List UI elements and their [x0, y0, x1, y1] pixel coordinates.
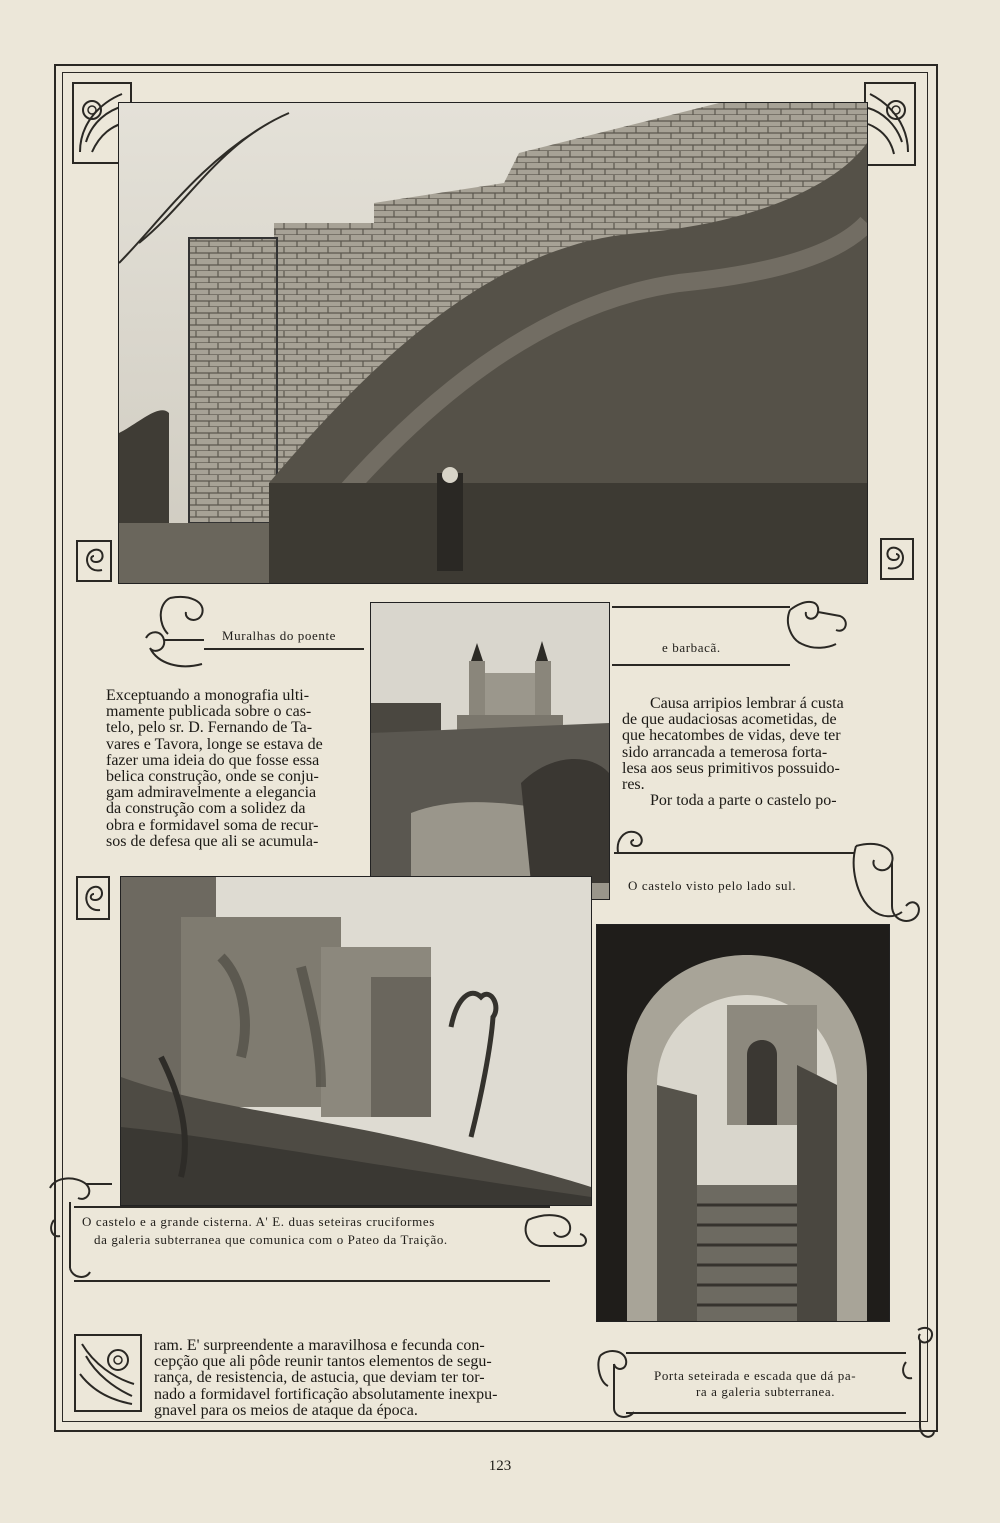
scroll-ornament-icon [520, 1210, 590, 1258]
text-line: de que audaciosas acometidas, de [622, 711, 837, 729]
text-line: res. [622, 776, 645, 794]
scroll-ornament-icon [614, 826, 648, 854]
caption-rule [74, 1206, 550, 1208]
text-line: rança, de resistencia, de astucia, que deviam ter tor- [154, 1369, 485, 1387]
photo-gate-caption-line1: Porta seteirada e escada que dá pa- [654, 1368, 857, 1383]
text-line: sido arrancada a temerosa forta- [622, 743, 828, 761]
text-line: da construção com a solidez da [106, 800, 306, 818]
photo-cistern-caption-line1: O castelo e a grande cisterna. A' E. duas seteiras cruciformes [82, 1214, 435, 1229]
text-line: ram. E' surpreendente a maravilhosa e fecunda con- [154, 1337, 485, 1354]
text-line: Exceptuando a monografia ulti- [106, 687, 310, 704]
caption-rule [614, 852, 854, 854]
photo-castle-south-caption: O castelo visto pelo lado sul. [628, 878, 797, 893]
text-line: mamente publicada sobre o cas- [106, 703, 312, 721]
text-line: nado a formidavel fortificação absolutamente inexpu- [154, 1385, 498, 1403]
spiral-ornament-icon [76, 540, 112, 582]
text-line: gam admiravelmente a elegancia [106, 784, 317, 802]
text-line: gnavel para os meios de ataque da época. [154, 1401, 418, 1419]
spiral-ornament-icon [76, 876, 110, 920]
page-number: 123 [488, 1458, 512, 1474]
text-line: sos de defesa que ali se acumula- [106, 832, 319, 850]
photo-gate-stairs [596, 924, 890, 1322]
photo-walls-caption-left: Muralhas do poente [222, 628, 337, 643]
text-line: cepção que ali pôde reunir tantos elementos de segu- [154, 1353, 492, 1371]
scroll-ornament-icon [780, 590, 852, 664]
text-line: obra e formidavel soma de recur- [106, 816, 319, 834]
photo-gate-caption-line2: ra a galeria subterranea. [696, 1384, 836, 1399]
corner-flourish-icon [74, 1334, 142, 1412]
text-line: Causa arripios lembrar á custa [650, 695, 844, 712]
text-line: lesa aos seus primitivos possuido- [622, 759, 840, 777]
caption-rule [626, 1412, 906, 1414]
photo-castle-south [370, 602, 610, 900]
photo-cistern-caption-line2: da galeria subterranea que comunica com o Pateo da Traição. [94, 1232, 448, 1247]
photo-walls-caption-right: e barbacã. [662, 640, 721, 655]
caption-rule [612, 664, 790, 666]
text-line: telo, pelo sr. D. Fernando de Ta- [106, 719, 313, 737]
scroll-ornament-icon [594, 1346, 644, 1422]
corner-flourish-icon [864, 82, 916, 166]
text-line: que hecatombes de vidas, deve ter [622, 727, 841, 745]
text-line: belica construção, onde se conju- [106, 768, 319, 786]
scroll-ornament-icon [140, 594, 214, 674]
scroll-ornament-icon [898, 1322, 938, 1446]
photo-walls [118, 102, 868, 584]
text-line: fazer uma ideia do que fosse essa [106, 751, 320, 769]
photo-cistern [120, 876, 592, 1206]
text-line: Por toda a parte o castelo po- [650, 792, 837, 810]
caption-rule [74, 1280, 550, 1282]
left-column-text [106, 688, 358, 850]
caption-rule [626, 1352, 906, 1354]
caption-rule [204, 648, 364, 650]
right-column-text [622, 696, 898, 809]
bottom-paragraph [154, 1338, 582, 1419]
caption-rule [612, 606, 790, 608]
text-line: vares e Tavora, longe se estava de [106, 735, 323, 753]
spiral-ornament-icon [880, 538, 914, 580]
